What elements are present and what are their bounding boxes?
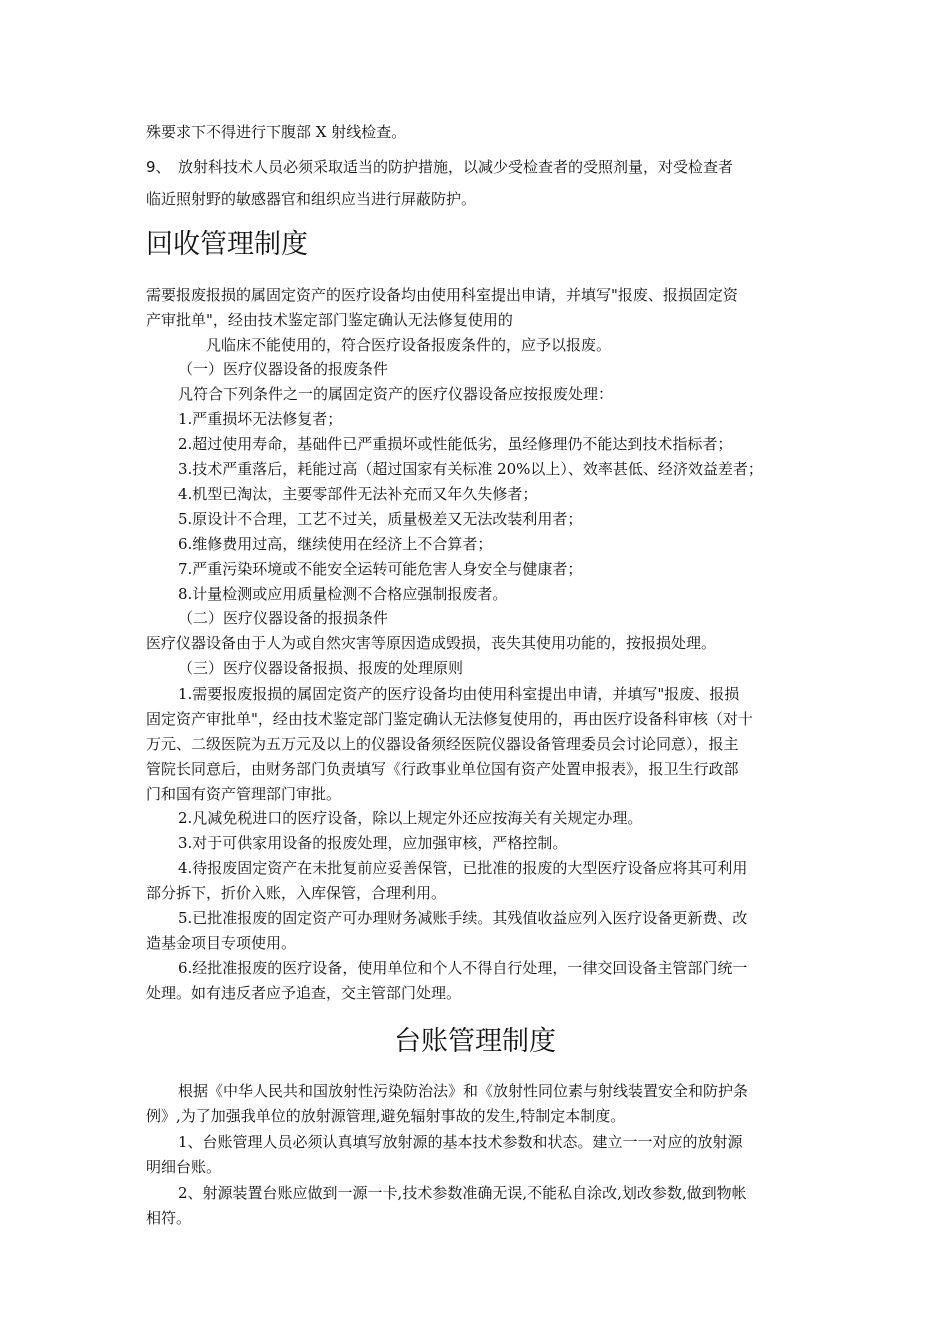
text-line: 1、台账管理人员必须认真填写放射源的基本技术参数和状态。建立一一对应的放射源	[178, 1133, 743, 1151]
text-line: 管院长同意后，由财务部门负责填写《行政事业单位国有资产处置申报表》，报卫生行政部	[146, 760, 739, 778]
text-line: 3.对于可供家用设备的报废处理，应加强审核，严格控制。	[178, 834, 568, 852]
subsection-heading: （一）医疗仪器设备的报废条件	[178, 360, 389, 378]
list-item: 2.超过使用寿命，基础件已严重损坏或性能低劣，虽经修理仍不能达到技术指标者；	[178, 435, 733, 453]
text-line: 造基金项目专项使用。	[146, 934, 297, 952]
text-line: 2.凡减免税进口的医疗设备，除以上规定外还应按海关有关规定办理。	[178, 809, 643, 827]
list-item: 7.严重污染环境或不能安全运转可能危害人身安全与健康者；	[178, 560, 583, 578]
text-line: 医疗仪器设备由于人为或自然灾害等原因造成毁损，丧失其使用功能的，按报损处理。	[146, 634, 717, 652]
list-item: 6.维修费用过高，继续使用在经济上不合算者；	[178, 535, 493, 553]
text-line: 处理。如有违反者应予追查，交主管部门处理。	[146, 984, 462, 1002]
text-line: 门和国有资产管理部门审批。	[146, 785, 342, 803]
list-number: 9、	[146, 158, 171, 176]
text-line: 殊要求下不得进行下腹部 X 射线检查。	[146, 123, 407, 141]
text-line: 2、射源装置台账应做到一源一卡,技术参数准确无误,不能私自涂改,划改参数,做到物帐	[178, 1184, 747, 1202]
text-line: 万元、二级医院为五万元及以上的仪器设备须经医院仪器设备管理委员会讨论同意），报主	[146, 735, 739, 753]
list-item: 4.机型已淘汰，主要零部件无法补充而又年久失修者；	[178, 485, 538, 503]
text-line: 6.经批准报废的医疗设备，使用单位和个人不得自行处理，一律交回设备主管部门统一	[178, 959, 748, 977]
text-line: 相符。	[146, 1209, 192, 1227]
subsection-heading: （三）医疗仪器设备报损、报废的处理原则	[178, 659, 464, 677]
list-item: 8.计量检测或应用质量检测不合格应强制报废者。	[178, 585, 508, 603]
subsection-heading: （二）医疗仪器设备的报损条件	[178, 609, 389, 627]
text-line: 例》,为了加强我单位的放射源管理,避免辐射事故的发生,特制定本制度。	[146, 1107, 626, 1125]
text-line: 需要报废报损的属固定资产的医疗设备均由使用科室提出申请，并填写"报废、报损固定资	[146, 286, 738, 304]
text-line: 4.待报废固定资产在未批复前应妥善保管，已批准的报废的大型医疗设备应将其可利用	[178, 859, 748, 877]
text-line: 5.已批准报废的固定资产可办理财务减账手续。其残值收益应列入医疗设备更新费、改	[178, 909, 748, 927]
text-line: 1.需要报废报损的属固定资产的医疗设备均由使用科室提出申请，并填写"报废、报损	[178, 685, 740, 703]
text-line: 凡临床不能使用的，符合医疗设备报废条件的，应予以报废。	[206, 336, 612, 354]
text-line: 根据《中华人民共和国放射性污染防治法》和《放射性同位素与射线装置安全和防护条	[178, 1082, 749, 1100]
text-line: 部分拆下，折价入账，入库保管，合理利用。	[146, 884, 447, 902]
text-line: 明细台账。	[146, 1158, 222, 1176]
list-item: 3.技术严重落后，耗能过高（超过国家有关标准 20%以上）、效率甚低、经济效益差者；	[178, 460, 763, 478]
list-item: 1.严重损坏无法修复者；	[178, 410, 343, 428]
section-heading: 台账管理制度	[394, 1026, 556, 1057]
text-line: 产审批单"，经由技术鉴定部门鉴定确认无法修复使用的	[146, 311, 513, 329]
text-line: 放射科技术人员必须采取适当的防护措施，以减少受检查者的受照剂量，对受检查者	[178, 158, 734, 176]
text-line: 固定资产审批单"，经由技术鉴定部门鉴定确认无法修复使用的，再由医疗设备科审核（对十	[146, 710, 753, 728]
text-line: 凡符合下列条件之一的属固定资产的医疗仪器设备应按报废处理：	[178, 385, 614, 403]
list-item: 5.原设计不合理，工艺不过关，质量极差又无法改装利用者；	[178, 510, 583, 528]
section-heading: 回收管理制度	[146, 229, 308, 260]
text-line: 临近照射野的敏感器官和组织应当进行屏蔽防护。	[146, 190, 477, 208]
